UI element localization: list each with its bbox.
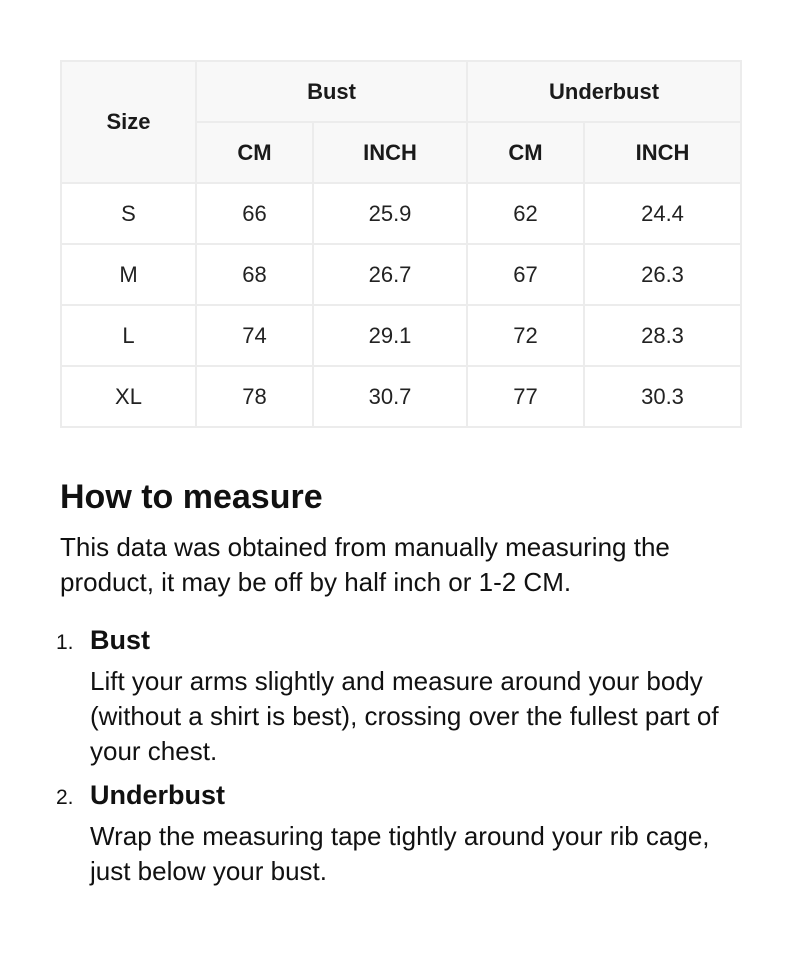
bust-cm-cell: 74 xyxy=(196,305,313,366)
underbust-cm-header: CM xyxy=(467,122,584,183)
bust-inch-cell: 29.1 xyxy=(313,305,467,366)
table-row xyxy=(61,244,741,305)
step-title-underbust: Underbust xyxy=(90,780,225,810)
bust-cm-cell: 66 xyxy=(196,183,313,244)
bust-inch-cell: 26.7 xyxy=(313,244,467,305)
table-row xyxy=(61,366,741,427)
underbust-inch-cell: 30.3 xyxy=(584,366,741,427)
bust-cm-cell: 68 xyxy=(196,244,313,305)
step-description-underbust: Wrap the measuring tape tightly around your rib cage, just below your bust. xyxy=(90,821,710,886)
underbust-cm-cell: 67 xyxy=(467,244,584,305)
bust-cm-cell: 78 xyxy=(196,366,313,427)
step-description-bust: Lift your arms slightly and measure around your body (without a shirt is best), crossing over the fullest part of your chest. xyxy=(90,666,719,766)
underbust-inch-cell: 28.3 xyxy=(584,305,741,366)
bust-group-header: Bust xyxy=(196,61,467,122)
size-cell: L xyxy=(61,305,196,366)
table-header-row-groups xyxy=(61,61,741,122)
table-row xyxy=(61,183,741,244)
size-chart-table xyxy=(60,60,742,428)
bust-cm-header: CM xyxy=(196,122,313,183)
size-cell: XL xyxy=(61,366,196,427)
list-item xyxy=(56,622,760,769)
measure-steps-list xyxy=(56,622,760,897)
underbust-inch-cell: 26.3 xyxy=(584,244,741,305)
size-chart-page xyxy=(56,60,740,886)
underbust-inch-cell: 24.4 xyxy=(584,183,741,244)
underbust-cm-cell: 72 xyxy=(467,305,584,366)
bust-inch-header: INCH xyxy=(313,122,467,183)
step-title-bust: Bust xyxy=(90,625,150,655)
bust-inch-cell: 30.7 xyxy=(313,366,467,427)
list-item xyxy=(56,777,760,889)
measure-intro-text: This data was obtained from manually measuring the product, it may be off by half inch or 1-2 CM. xyxy=(60,532,670,597)
size-cell: M xyxy=(61,244,196,305)
underbust-inch-header: INCH xyxy=(584,122,741,183)
step-number: 1. xyxy=(56,631,74,654)
table-row xyxy=(61,305,741,366)
step-number: 2. xyxy=(56,786,74,809)
how-to-measure-heading: How to measure xyxy=(60,478,323,516)
underbust-group-header: Underbust xyxy=(467,61,741,122)
underbust-cm-cell: 77 xyxy=(467,366,584,427)
size-column-header: Size xyxy=(61,61,196,183)
size-cell: S xyxy=(61,183,196,244)
underbust-cm-cell: 62 xyxy=(467,183,584,244)
bust-inch-cell: 25.9 xyxy=(313,183,467,244)
